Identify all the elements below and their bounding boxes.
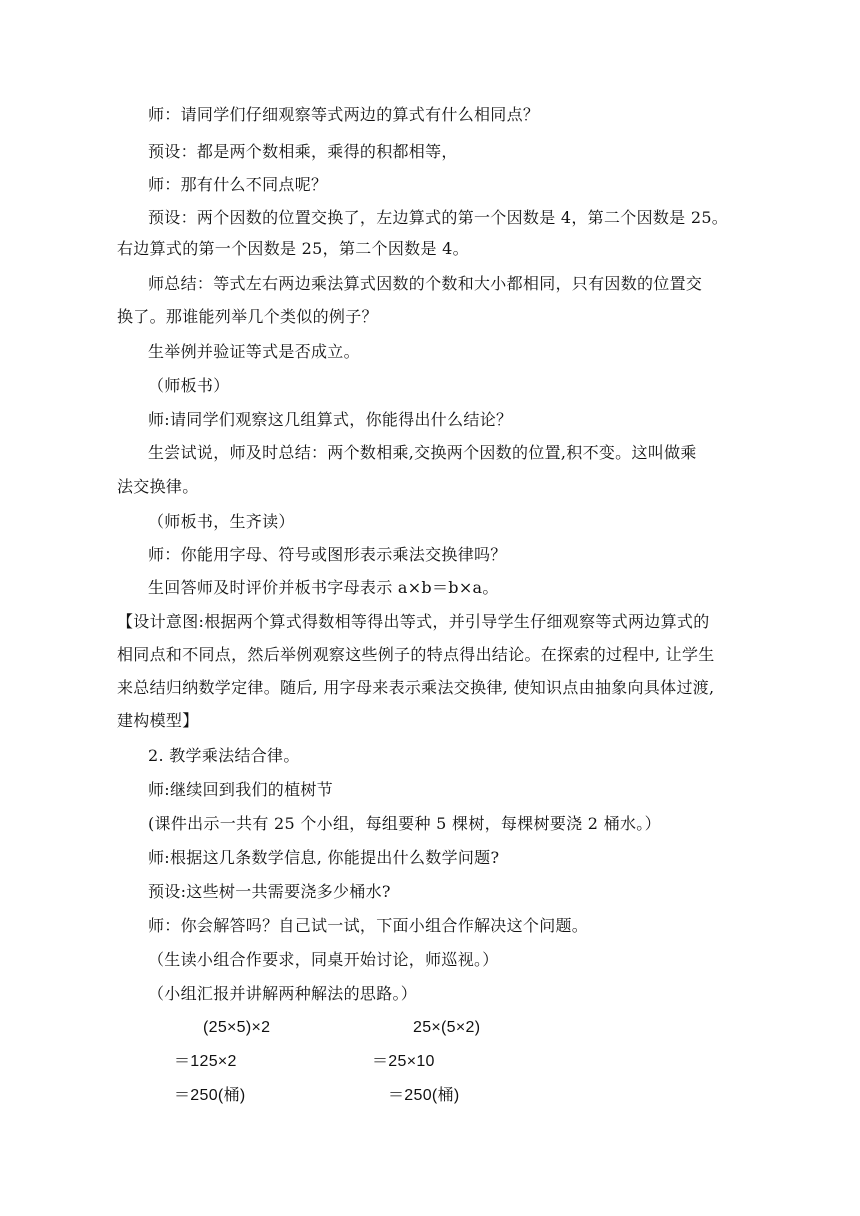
design-intent-line: 【设计意图:根据两个算式得数相等得出等式，并引导学生仔细观察等式两边算式的	[117, 612, 710, 631]
paragraph-line: 右边算式的第一个因数是 25，第二个因数是 4。	[117, 239, 469, 258]
calculation-left-step-3: ＝250(桶)	[174, 1087, 246, 1104]
paragraph-line: 师：你能用字母、符号或图形表示乘法交换律吗？	[148, 545, 507, 564]
paragraph-line: 生尝试说，师及时总结：两个数相乘,交换两个因数的位置,积不变。这叫做乘	[148, 443, 697, 462]
paragraph-line: 预设：都是两个数相乘，乘得的积都相等，	[148, 142, 458, 161]
calculation-right-step-2: ＝25×10	[372, 1053, 435, 1070]
paragraph-line: 预设:这些树一共需要浇多少桶水?	[148, 882, 391, 901]
calculation-left-step-1: (25×5)×2	[203, 1019, 271, 1036]
paragraph-line: 师:请同学们观察这几组算式，你能得出什么结论？	[148, 410, 513, 429]
paragraph-line: （生读小组合作要求，同桌开始讨论，师巡视。）	[148, 950, 499, 969]
paragraph-line: 换了。那谁能列举几个类似的例子？	[117, 307, 378, 326]
design-intent-line: 建构模型】	[117, 711, 199, 730]
paragraph-line: （师板书）	[148, 376, 230, 395]
paragraph-line: 师：你会解答吗？自己试一试，下面小组合作解决这个问题。	[148, 916, 589, 935]
paragraph-line: 师:根据这几条数学信息, 你能提出什么数学问题?	[148, 848, 500, 867]
calculation-right-step-1: 25×(5×2)	[413, 1019, 481, 1036]
paragraph-line: 师总结：等式左右两边乘法算式因数的个数和大小都相同，只有因数的位置交	[148, 274, 703, 293]
paragraph-line: （小组汇报并讲解两种解法的思路。）	[148, 984, 418, 1003]
paragraph-line: 生回答师及时评价并板书字母表示 a×b＝b×a。	[148, 578, 499, 597]
paragraph-line: 生举例并验证等式是否成立。	[148, 342, 360, 361]
section-heading: 2. 教学乘法结合律。	[148, 746, 300, 765]
paragraph-line: 师：请同学们仔细观察等式两边的算式有什么相同点？	[148, 105, 540, 124]
paragraph-line: (课件出示一共有 25 个小组，每组要种 5 棵树，每棵树要浇 2 桶水。）	[148, 814, 661, 833]
paragraph-line: 预设：两个因数的位置交换了，左边算式的第一个因数是 4，第二个因数是 25。	[148, 208, 729, 227]
paragraph-line: 师：那有什么不同点呢？	[148, 175, 328, 194]
calculation-left-step-2: ＝125×2	[174, 1053, 237, 1070]
paragraph-line: 法交换律。	[117, 477, 199, 496]
design-intent-line: 相同点和不同点，然后举例观察这些例子的特点得出结论。在探索的过程中, 让学生	[117, 645, 715, 664]
design-intent-line: 来总结归纳数学定律。随后, 用字母来表示乘法交换律, 使知识点由抽象向具体过渡,	[117, 678, 715, 697]
paragraph-line: （师板书，生齐读）	[148, 512, 295, 531]
paragraph-line: 师:继续回到我们的植树节	[148, 780, 333, 799]
calculation-right-step-3: ＝250(桶)	[388, 1087, 460, 1104]
